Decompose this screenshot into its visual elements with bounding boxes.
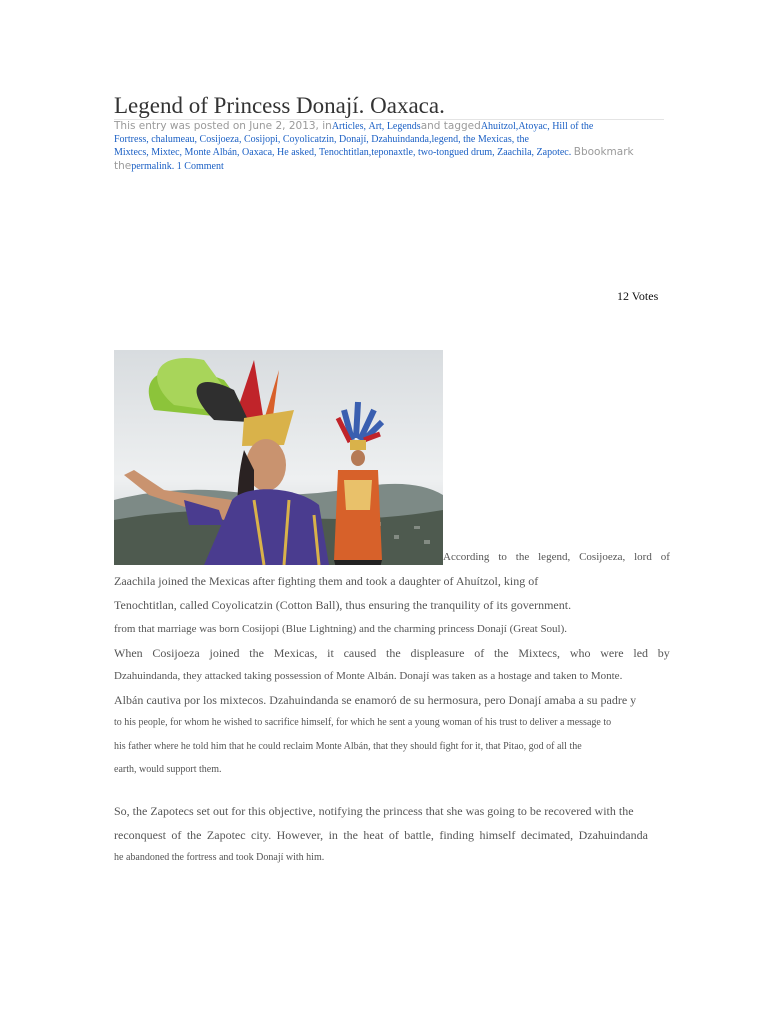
word: of — [388, 828, 399, 842]
word: the — [186, 828, 202, 842]
word: Cosijoeza — [152, 646, 200, 660]
tag-link[interactable]: Hill of the — [552, 121, 594, 132]
comments-link[interactable]: 1 Comment — [176, 160, 224, 172]
tag-link[interactable]: Cosijoeza, — [199, 133, 242, 145]
meta-line-2 — [114, 134, 684, 147]
article-line-2: Zaachila joined the Mexicas after fighting them and took a daughter of Ahuítzol, king of — [114, 574, 539, 588]
word: joined — [209, 646, 240, 660]
word: Dzahuindanda — [578, 828, 648, 842]
word: to — [498, 551, 507, 563]
word: of — [171, 828, 182, 842]
word: heat — [363, 828, 384, 842]
word: the — [493, 646, 509, 660]
word: of — [474, 646, 485, 660]
tag-link[interactable]: Ahuítzol, — [480, 121, 519, 132]
tag-link[interactable]: legend, — [431, 133, 461, 145]
word: battle, — [404, 828, 434, 842]
the-label: the — [114, 159, 132, 172]
article-line-5 — [114, 646, 670, 661]
word: finding — [439, 828, 475, 842]
tag-link[interactable]: Tenochtitlan, — [318, 147, 372, 158]
tag-link[interactable]: Oaxaca, — [242, 147, 275, 158]
tag-link[interactable]: Atoyac, — [518, 121, 550, 132]
word: city. — [251, 828, 272, 842]
tag-link[interactable]: Mixtecs, — [114, 147, 149, 158]
word: However, — [276, 828, 324, 842]
word: the — [249, 646, 264, 660]
word: were — [600, 646, 624, 660]
tag-link[interactable]: Dzahuindanda, — [371, 133, 432, 145]
word: According — [443, 551, 490, 563]
article-line-11: So, the Zapotecs set out for this objective, notifying the princess that she was going to be recovered with the — [114, 804, 634, 818]
article-line-4: from that marriage was born Cosijopi (Blue Lightning) and the charming princess Donají (Great Soul). — [114, 623, 568, 635]
tag-link[interactable]: the Mexicas, — [463, 133, 515, 145]
word: the — [343, 828, 358, 842]
tag-link[interactable]: Donají, — [339, 133, 369, 145]
posted-date: This entry was posted on June 2, 2013, in — [114, 120, 332, 132]
article-line-8: to his people, for whom he wished to sacrifice himself, for which he sent a young woman of his trust to deliver a message to — [114, 717, 612, 728]
votes-count: 12 Votes — [617, 289, 659, 303]
article-line-9: his father where he told him that he could reclaim Monte Albán, that they should fight for it, that Pitao, god of all the — [114, 741, 582, 752]
word: decimated, — [520, 828, 574, 842]
category-art[interactable]: Art, — [368, 121, 385, 132]
tag-link[interactable]: Coyolicatzin, — [282, 133, 337, 145]
word: of — [660, 551, 670, 563]
photo-illustration — [114, 350, 443, 565]
word: When — [114, 646, 143, 660]
tagged-label: and tagged — [420, 120, 481, 132]
word: lord — [634, 551, 652, 563]
article-line-7: Albán cautiva por los mixtecos. Dzahuindanda se enamoró de su hermosura, pero Donají amaba a su padre y — [114, 693, 637, 707]
permalink-link[interactable]: permalink. — [131, 160, 175, 172]
word: in — [328, 828, 338, 842]
meta-line-4 — [114, 160, 684, 174]
meta-line-1 — [114, 120, 684, 134]
article-line-3: Tenochtitlan, called Coyolicatzin (Cotton Ball), thus ensuring the tranquility of its government. — [114, 598, 572, 612]
word: by — [657, 646, 670, 660]
tag-link[interactable]: He asked, — [277, 147, 317, 158]
tag-link[interactable]: chalumeau, — [151, 133, 198, 145]
post-meta — [114, 120, 684, 173]
article-line-1 — [443, 551, 670, 563]
article-line-6: Dzahuindanda, they attacked taking possession of Monte Albán. Donají was taken as a hostage and taken to Monte. — [114, 670, 623, 682]
article-photo — [114, 350, 443, 565]
tag-link[interactable]: Cosijopi, — [243, 133, 281, 145]
word: who — [569, 646, 591, 660]
category-articles[interactable]: Articles, — [331, 121, 366, 132]
word: legend, — [538, 551, 571, 563]
tag-link[interactable]: Monte Albán, — [184, 147, 240, 158]
meta-line-3 — [114, 146, 684, 160]
word: the — [515, 551, 530, 563]
tag-link[interactable]: teponaxtle, — [371, 147, 416, 158]
category-legends[interactable]: Legends — [386, 121, 421, 132]
tag-link[interactable]: Zapotec. — [536, 147, 572, 158]
word: reconquest — [114, 828, 166, 842]
word: Mexicas, — [273, 646, 318, 660]
post-title: Legend of Princess Donají. Oaxaca. — [114, 93, 445, 118]
word: caused — [343, 646, 377, 660]
tag-link[interactable]: Mixtec, — [151, 147, 183, 158]
word: led — [633, 646, 649, 660]
bookmark-label: Bbookmark — [573, 146, 634, 158]
tag-link[interactable]: Zaachila, — [497, 147, 535, 158]
word: Mixtecs, — [518, 646, 561, 660]
word: it — [327, 646, 334, 660]
article-line-13: he abandoned the fortress and took Donají with him. — [114, 852, 325, 863]
tag-link[interactable]: Fortress, — [114, 133, 149, 145]
tag-link[interactable]: two-tongued drum, — [417, 147, 495, 158]
word: the — [386, 646, 401, 660]
word: Cosijoeza, — [579, 551, 626, 563]
article-line-10: earth, would support them. — [114, 764, 222, 775]
word: himself — [479, 828, 516, 842]
word: Zapotec — [206, 828, 246, 842]
tag-link[interactable]: the — [516, 133, 529, 145]
word: displeasure — [410, 646, 465, 660]
article-line-12 — [114, 828, 648, 843]
